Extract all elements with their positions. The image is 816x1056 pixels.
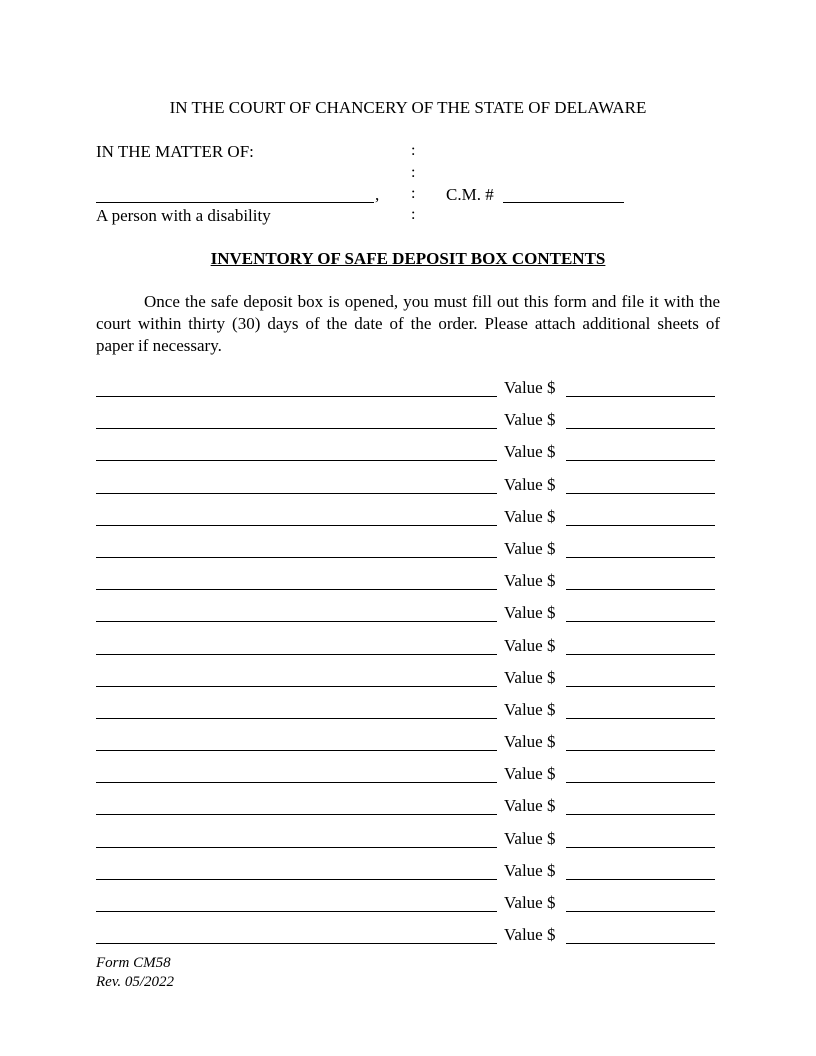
item-value-field[interactable] <box>566 460 715 461</box>
court-title: IN THE COURT OF CHANCERY OF THE STATE OF DELAWARE <box>169 98 647 117</box>
value-label: Value $ <box>504 378 556 397</box>
item-value-field[interactable] <box>566 525 715 526</box>
person-name-field[interactable] <box>96 202 374 203</box>
item-description-field[interactable] <box>96 718 497 719</box>
item-description-field[interactable] <box>96 428 497 429</box>
item-description-field[interactable] <box>96 654 497 655</box>
inventory-row <box>96 732 720 764</box>
form-revision: Rev. 05/2022 <box>96 974 175 990</box>
item-description-field[interactable] <box>96 814 497 815</box>
item-value-field[interactable] <box>566 621 715 622</box>
item-description-field[interactable] <box>96 879 497 880</box>
inventory-item-list <box>96 378 720 957</box>
value-label: Value $ <box>504 635 556 655</box>
inventory-row <box>96 571 720 603</box>
inventory-row <box>96 700 720 732</box>
item-value-field[interactable] <box>566 396 715 397</box>
item-value-field[interactable] <box>566 718 715 719</box>
form-number: Form CM58 <box>96 955 171 971</box>
inventory-row <box>96 925 720 957</box>
item-value-field[interactable] <box>566 911 715 912</box>
inventory-row <box>96 378 720 410</box>
item-value-field[interactable] <box>566 879 715 880</box>
value-label: Value $ <box>504 667 556 687</box>
item-value-field[interactable] <box>566 589 715 590</box>
item-description-field[interactable] <box>96 460 497 461</box>
value-label: Value $ <box>504 732 556 752</box>
item-value-field[interactable] <box>566 428 715 429</box>
inventory-row <box>96 603 720 635</box>
caption-colon: : <box>411 206 416 223</box>
value-label: Value $ <box>504 410 556 430</box>
item-description-field[interactable] <box>96 621 497 622</box>
item-value-field[interactable] <box>566 686 715 687</box>
instructions-paragraph: Once the safe deposit box is opened, you must fill out this form and file it with the court within thirty (30) days of the date of the order. Please attach additional sheets of paper if necessary. <box>96 292 720 355</box>
item-description-field[interactable] <box>96 686 497 687</box>
item-description-field[interactable] <box>96 847 497 848</box>
item-description-field[interactable] <box>96 589 497 590</box>
value-label: Value $ <box>504 506 556 526</box>
inventory-row <box>96 507 720 539</box>
value-label: Value $ <box>504 474 556 494</box>
value-label: Value $ <box>504 699 556 719</box>
value-label: Value $ <box>504 893 556 912</box>
item-value-field[interactable] <box>566 557 715 558</box>
value-label: Value $ <box>504 442 556 462</box>
disability-label: A person with a disability <box>96 206 271 225</box>
value-label: Value $ <box>504 796 556 816</box>
value-label: Value $ <box>504 571 556 591</box>
item-description-field[interactable] <box>96 396 497 397</box>
value-label: Value $ <box>504 860 556 880</box>
inventory-row <box>96 539 720 571</box>
value-label: Value $ <box>504 828 556 848</box>
inventory-row <box>96 829 720 861</box>
inventory-row <box>96 764 720 796</box>
item-value-field[interactable] <box>566 847 715 848</box>
inventory-row <box>96 796 720 828</box>
item-description-field[interactable] <box>96 557 497 558</box>
value-label: Value $ <box>504 603 556 623</box>
inventory-row <box>96 861 720 893</box>
item-description-field[interactable] <box>96 493 497 494</box>
inventory-row <box>96 410 720 442</box>
matter-label: IN THE MATTER OF: <box>96 142 254 161</box>
item-value-field[interactable] <box>566 750 715 751</box>
item-description-field[interactable] <box>96 911 497 912</box>
value-label: Value $ <box>504 764 556 784</box>
value-label: Value $ <box>504 538 556 558</box>
form-title: INVENTORY OF SAFE DEPOSIT BOX CONTENTS <box>210 249 606 268</box>
item-description-field[interactable] <box>96 943 497 944</box>
inventory-row <box>96 893 720 925</box>
cm-number-field[interactable] <box>503 202 624 203</box>
inventory-row <box>96 636 720 668</box>
item-description-field[interactable] <box>96 782 497 783</box>
caption-colon: : <box>411 185 416 202</box>
item-description-field[interactable] <box>96 525 497 526</box>
inventory-row <box>96 475 720 507</box>
item-value-field[interactable] <box>566 654 715 655</box>
caption-colon: : <box>411 164 416 181</box>
cm-number-label: C.M. # <box>446 185 494 204</box>
inventory-row <box>96 668 720 700</box>
item-value-field[interactable] <box>566 782 715 783</box>
item-value-field[interactable] <box>566 943 715 944</box>
item-description-field[interactable] <box>96 750 497 751</box>
name-comma: , <box>375 185 380 204</box>
value-label: Value $ <box>504 925 556 945</box>
item-value-field[interactable] <box>566 814 715 815</box>
caption-colon: : <box>411 142 416 159</box>
item-value-field[interactable] <box>566 493 715 494</box>
inventory-row <box>96 442 720 474</box>
